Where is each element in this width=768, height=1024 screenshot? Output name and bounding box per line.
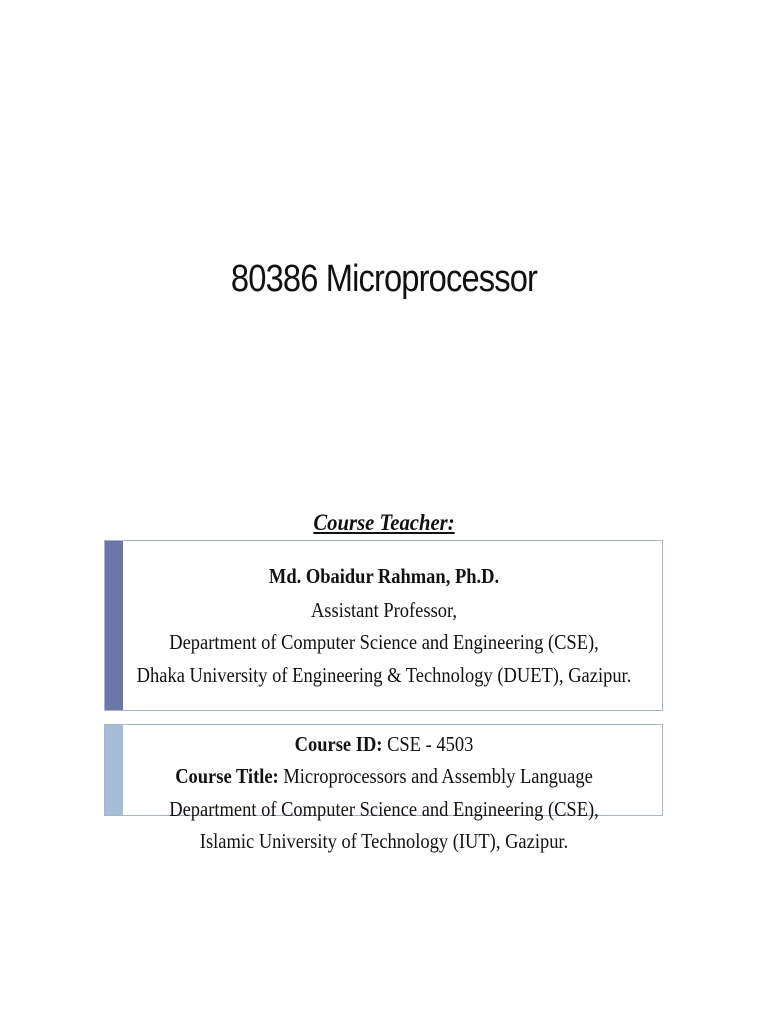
- teacher-name: Md. Obaidur Rahman, Ph.D.: [268, 564, 500, 588]
- course-teacher-heading: Course Teacher:: [313, 510, 455, 535]
- slide-title: 80386 Microprocessor: [230, 258, 538, 300]
- teacher-department: Department of Computer Science and Engineering (CSE),: [169, 630, 599, 654]
- course-id-line: [46, 732, 722, 757]
- course-title-line: [46, 764, 722, 789]
- teacher-university: Dhaka University of Engineering & Technology (DUET), Gazipur.: [136, 663, 632, 687]
- course-university: Islamic University of Technology (IUT), Gazipur.: [199, 829, 569, 853]
- teacher-position: Assistant Professor,: [310, 598, 458, 622]
- course-title-value: Microprocessors and Assembly Language: [278, 764, 593, 788]
- course-id-label: Course ID:: [294, 732, 383, 756]
- course-id-value: CSE - 4503: [382, 732, 474, 756]
- course-title-label: Course Title:: [175, 764, 279, 788]
- course-department: Department of Computer Science and Engineering (CSE),: [169, 797, 599, 821]
